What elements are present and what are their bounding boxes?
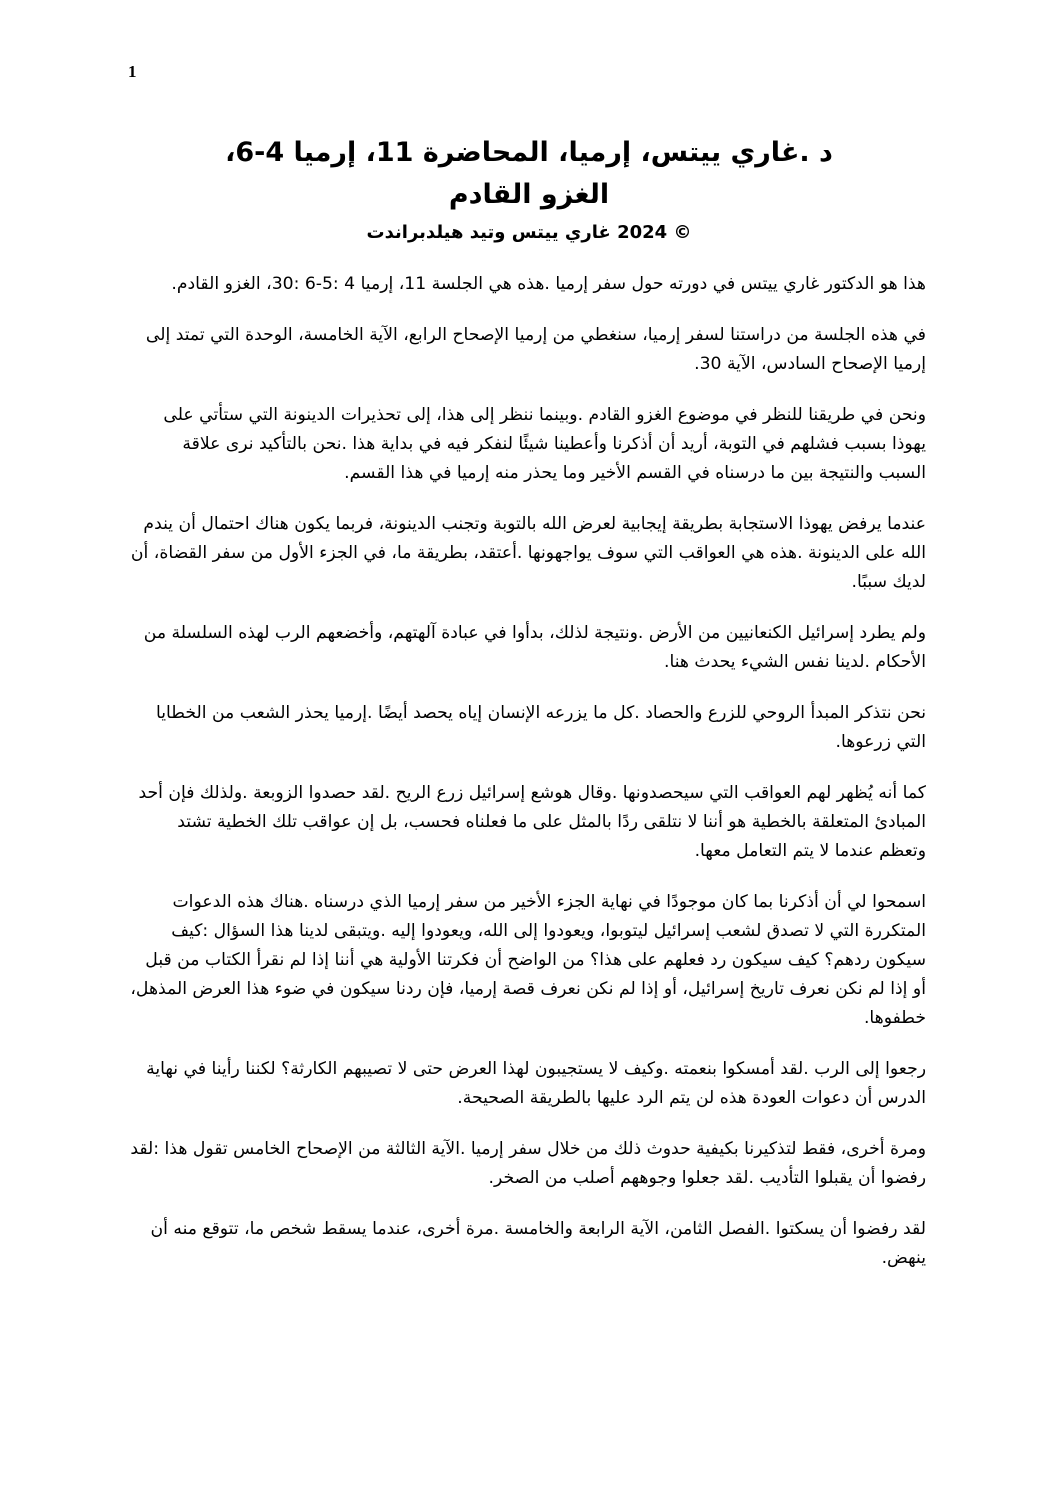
document-title: د .غاري ييتس، إرميا، المحاضرة 11، إرميا 4-6،	[225, 137, 833, 168]
document-subtitle: الغزو القادم	[448, 179, 610, 210]
document-header	[100, 132, 958, 248]
paragraph: ومرة أخرى، فقط لتذكيرنا بكيفية حدوث ذلك من خلال سفر إرميا .الآية الثالثة من الإصحاح الخامس تقول هذا :لقد رفضوا أن يقبلوا التأديب .لقد جعلوا وجوههم أصلب من الصخر.	[130, 1139, 926, 1188]
paragraph: ولم يطرد إسرائيل الكنعانيين من الأرض .ونتيجة لذلك، بدأوا في عبادة آلهتهم، وأخضعهم الرب لهذه السلسلة من الأحكام .لدينا نفس الشيء يحدث هنا.	[143, 623, 926, 672]
document-body	[130, 270, 926, 1295]
paragraph: في هذه الجلسة من دراستنا لسفر إرميا، سنغطي من إرميا الإصحاح الرابع، الآية الخامسة، الوحدة التي تمتد إلى إرميا الإصحاح السادس، الآية 30.	[145, 325, 926, 374]
paragraph: هذا هو الدكتور غاري ييتس في دورته حول سفر إرميا .هذه هي الجلسة 11، إرميا 4 :5-6 :30، الغزو القادم.	[171, 274, 926, 294]
paragraph: رجعوا إلى الرب .لقد أمسكوا بنعمته .وكيف لا يستجيبون لهذا العرض حتى لا تصيبهم الكارثة؟ لكننا رأينا في نهاية الدرس أن دعوات العودة هذه لن يتم الرد عليها بالطريقة الصحيحة.	[146, 1059, 926, 1108]
paragraph: لقد رفضوا أن يسكتوا .الفصل الثامن، الآية الرابعة والخامسة .مرة أخرى، عندما يسقط شخص ما، تتوقع منه أن ينهض.	[150, 1219, 926, 1268]
paragraph: ونحن في طريقنا للنظر في موضوع الغزو القادم .وبينما ننظر إلى هذا، إلى تحذيرات الدينونة التي ستأتي على يهوذا بسبب فشلهم في التوبة، أريد أن أذكرنا وأعطينا شيئًا لنفكر فيه في بداية هذا .نحن بالتأكيد نرى علاقة السبب والنتيجة بين ما درسناه في القسم الأخير وما يحذر منه إرميا في هذا القسم.	[163, 405, 926, 483]
paragraph: عندما يرفض يهوذا الاستجابة بطريقة إيجابية لعرض الله بالتوبة وتجنب الدينونة، فربما يكون هناك احتمال أن يندم الله على الدينونة .هذه هي العواقب التي سوف يواجهونها .أعتقد، بطريقة ما، في الجزء الأول من سفر القضاة، أن لديك سببًا.	[130, 514, 926, 592]
paragraph: نحن نتذكر المبدأ الروحي للزرع والحصاد .كل ما يزرعه الإنسان إياه يحصد أيضًا .إرميا يحذر الشعب من الخطايا التي زرعوها.	[156, 703, 926, 752]
page-number: 1	[128, 62, 137, 81]
paragraph: كما أنه يُظهر لهم العواقب التي سيحصدونها .وقال هوشع إسرائيل زرع الريح .لقد حصدوا الزوبعة .ولذلك فإن أحد المبادئ المتعلقة بالخطية هو أننا لا نتلقى ردًا بالمثل على ما فعلناه فحسب، بل إن عواقب تلك الخطية تشتد وتعظم عندما لا يتم التعامل معها.	[138, 783, 926, 861]
paragraph: اسمحوا لي أن أذكرنا بما كان موجودًا في نهاية الجزء الأخير من سفر إرميا الذي درسناه .هناك هذه الدعوات المتكررة التي لا تصدق لشعب إسرائيل ليتوبوا، ويعودوا إلى الله، ويعودوا إليه .ويتبقى لدينا هذا السؤال :كيف سيكون ردهم؟ كيف سيكون رد فعلهم على هذا؟ من الواضح أن فكرتنا الأولية هي أننا إذا لم نقرأ الكتاب من قبل أو إذا لم نكن نعرف تاريخ إسرائيل، أو إذا لم نكن نعرف قصة إرميا، فإن ردنا سيكون في ضوء هذا العرض المذهل، خطفوها.	[130, 892, 926, 1028]
copyright-line: © 2024 غاري ييتس وتيد هيلدبراندت	[366, 222, 692, 243]
